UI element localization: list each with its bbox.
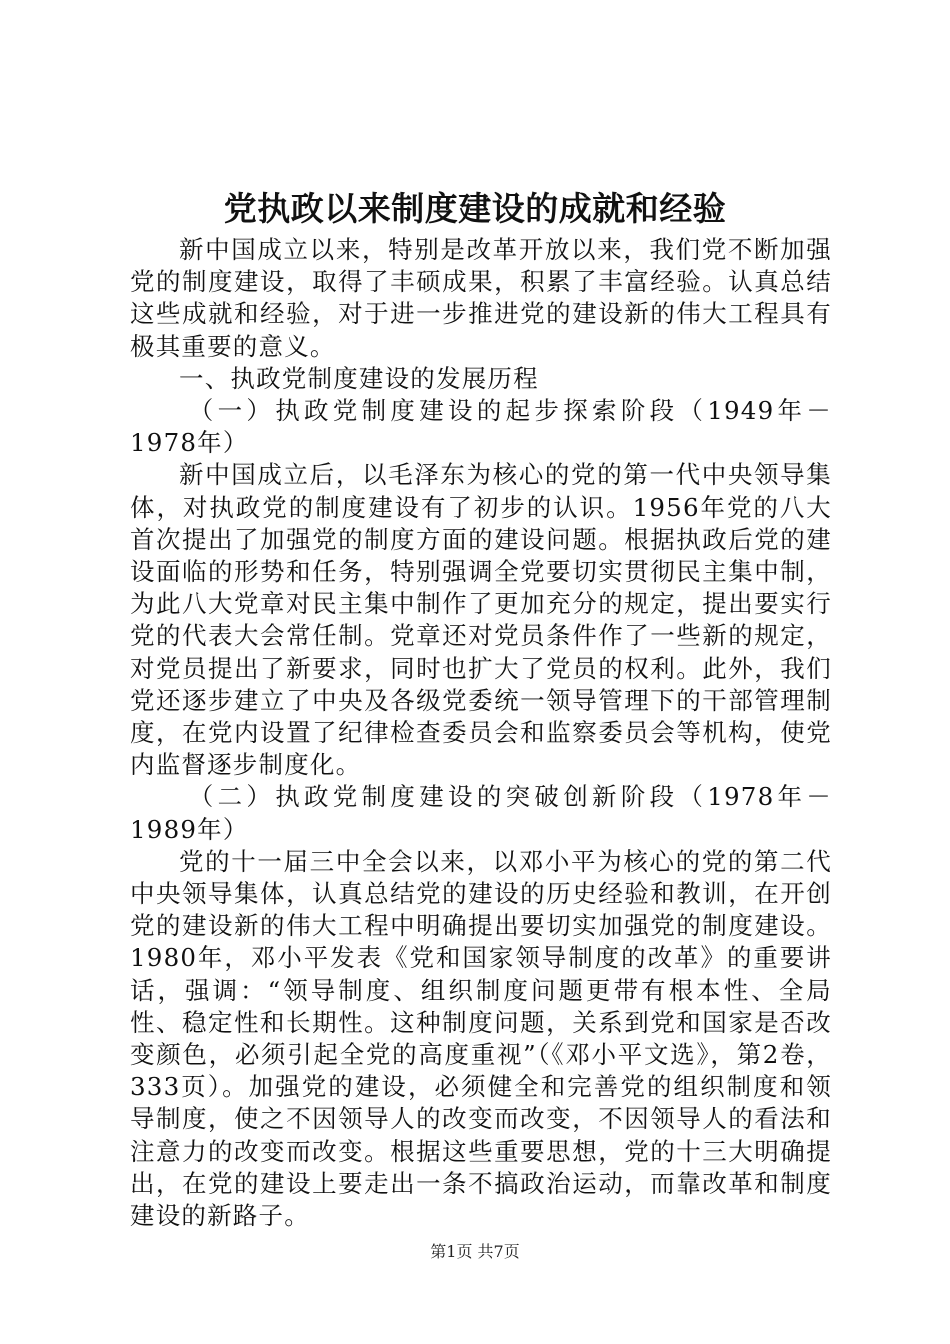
page-footer: 第1页 共7页 (430, 1242, 520, 1261)
body-paragraph-1: 新中国成立后，以毛泽东为核心的党的第一代中央领导集体，对执政党的制度建设有了初步的认识。1956年党的八大首次提出了加强党的制度方面的建设问题。根据执政后党的建设面临的形势和任务，特别强调全党要切实贯彻民主集中制，为此八大党章对民主集中制作了更加充分的规定，提出要实行党的代表大会常任制。党章还对党员条件作了一些新的规定，对党员提出了新要求，同时也扩大了党员的权利。此外，我们党还逐步建立了中央及各级党委统一领导管理下的干部管理制度，在党内设置了纪律检查委员会和监察委员会等机构，使党内监督逐步制度化。 (130, 460, 832, 780)
document-body (130, 234, 832, 1232)
document-title: 党执政以来制度建设的成就和经验 (223, 189, 727, 228)
subsection-heading-1: （一）执政党制度建设的起步探索阶段（1949年－1978年） (130, 396, 832, 458)
body-paragraph-2: 党的十一届三中全会以来，以邓小平为核心的党的第二代中央领导集体，认真总结党的建设的历史经验和教训，在开创党的建设新的伟大工程中明确提出要切实加强党的制度建设。1980年，邓小平发表《党和国家领导制度的改革》的重要讲话，强调：“领导制度、组织制度问题更带有根本性、全局性、稳定性和长期性。这种制度问题，关系到党和国家是否改变颜色，必须引起全党的高度重视”（《邓小平文选》，第2卷，333页）。加强党的建设，必须健全和完善党的组织制度和领导制度，使之不因领导人的改变而改变，不因领导人的看法和注意力的改变而改变。根据这些重要思想，党的十三大明确提出，在党的建设上要走出一条不搞政治运动，而靠改革和制度建设的新路子。 (130, 846, 832, 1231)
section-heading-1: 一、执政党制度建设的发展历程 (179, 363, 539, 393)
subsection-heading-2: （二）执政党制度建设的突破创新阶段（1978年－1989年） (130, 782, 832, 844)
intro-paragraph: 新中国成立以来，特别是改革开放以来，我们党不断加强党的制度建设，取得了丰硕成果，积累了丰富经验。认真总结这些成就和经验，对于进一步推进党的建设新的伟大工程具有极其重要的意义。 (130, 235, 832, 361)
